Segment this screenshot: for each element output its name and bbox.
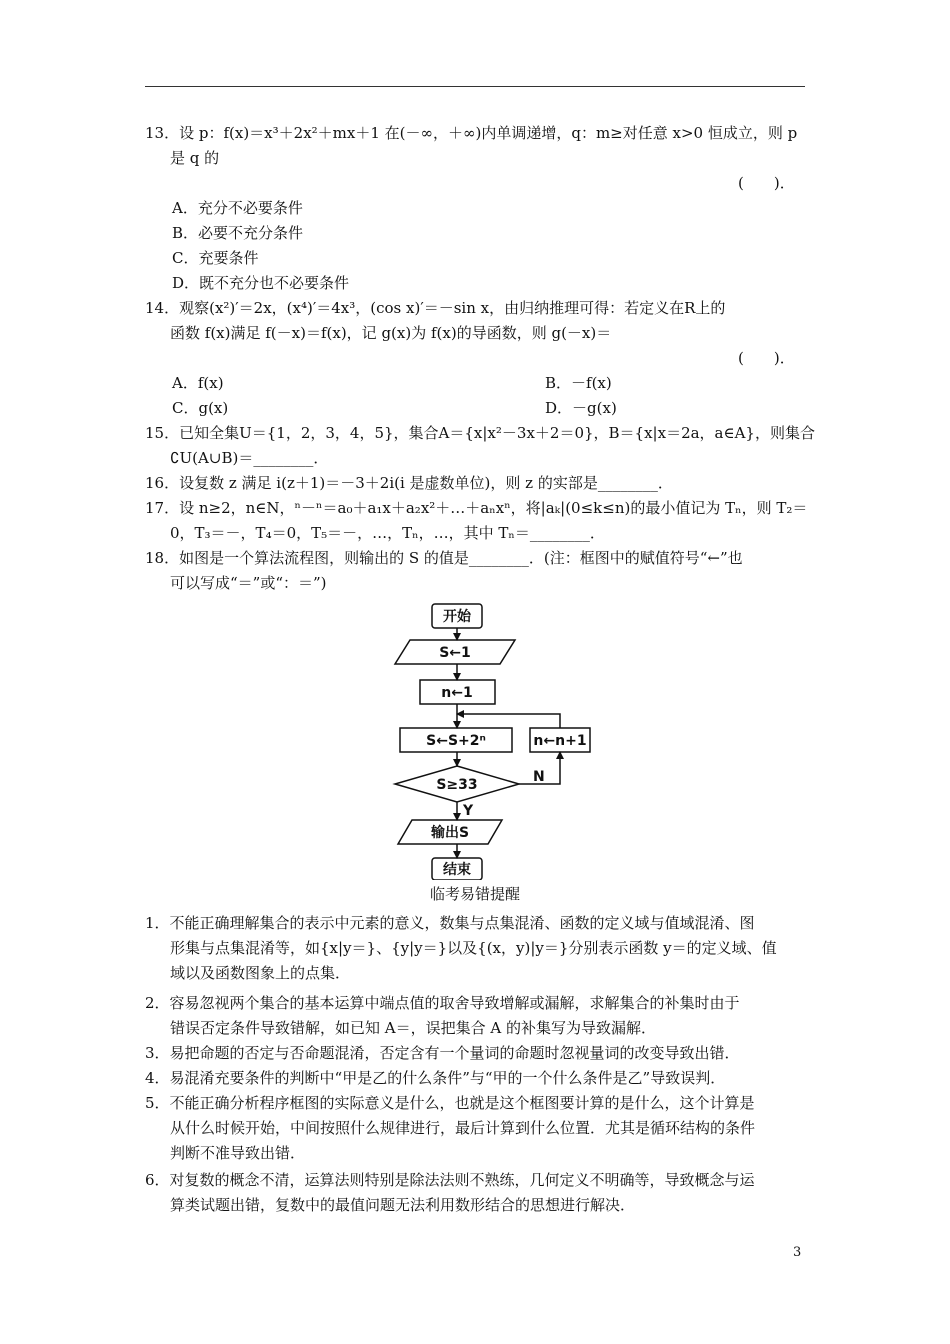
flow-output-label: 输出S [430, 825, 470, 841]
reminders-title: 临考易错提醒 [429, 885, 520, 903]
q14-stem-line2: 函数 f(x)满足 f(－x)＝f(x)，记 g(x)为 f(x)的导函数，则 g(－x)＝ [170, 324, 612, 342]
q14-answer-paren: ( )． [738, 349, 795, 367]
flow-no-label: N [533, 769, 545, 785]
q17-stem-line1: 17．设 n≥2，n∈N，ⁿ－ⁿ＝a₀＋a₁x＋a₂x²＋…＋aₙxⁿ，将|aₖ|(0≤k≤n)的最小值记为 Tₙ，则 T₂＝ [145, 499, 808, 517]
flow-end-label: 结束 [443, 862, 471, 878]
flow-start-label: 开始 [443, 609, 471, 625]
q13-stem-line1: 13．设 p：f(x)＝x³＋2x²＋mx＋1 在(－∞，＋∞)内单调递增，q：m≥对任意 x>0 恒成立，则 p [145, 124, 798, 142]
q13-option-c: C．充要条件 [172, 249, 259, 267]
reminder-6-line2: 算类试题出错，复数中的最值问题无法利用数形结合的思想进行解决． [170, 1196, 636, 1214]
q13-option-d: D．既不充分也不必要条件 [172, 274, 350, 292]
q15-stem-line2: ∁U(A∪B)＝________． [170, 449, 329, 467]
reminder-4: 4．易混淆充要条件的判断中“甲是乙的什么条件”与“甲的一个什么条件是乙”导致误判． [145, 1069, 726, 1087]
reminder-5-line3: 判断不准导致出错． [170, 1144, 306, 1162]
reminder-6-line1: 6．对复数的概念不清，运算法则特别是除法法则不熟练，几何定义不明确等，导致概念与运 [145, 1171, 755, 1189]
flowchart [380, 600, 620, 880]
q14-option-b: B．－f(x) [545, 374, 612, 392]
q17-stem-line2: 0，T₃＝－，T₄＝0，T₅＝－，…，Tₙ，…，其中 Tₙ＝________． [170, 524, 605, 542]
q15-stem-line1: 15．已知全集U＝{1，2，3，4，5}，集合A＝{x|x²－3x＋2＝0}，B＝{x|x＝2a，a∈A}，则集合 [145, 424, 815, 442]
reminder-1-line1: 1．不能正确理解集合的表示中元素的意义，数集与点集混淆、函数的定义域与值域混淆、图 [145, 914, 755, 932]
q14-option-a: A．f(x) [172, 374, 224, 392]
flow-s-update-label: S←S+2ⁿ [426, 733, 486, 749]
reminder-5-line1: 5．不能正确分析程序框图的实际意义是什么，也就是这个框图要计算的是什么，这个计算是 [145, 1094, 755, 1112]
flow-s-init-label: S←1 [439, 645, 471, 661]
q14-option-c: C．g(x) [172, 399, 229, 417]
header-rule [145, 86, 805, 87]
reminder-5-line2: 从什么时候开始，中间按照什么规律进行，最后计算到什么位置．尤其是循环结构的条件 [170, 1119, 756, 1137]
reminder-2-line2: 错误否定条件导致错解，如已知 A＝，误把集合 A 的补集写为导致漏解． [170, 1019, 656, 1037]
q16-stem: 16．设复数 z 满足 i(z＋1)＝－3＋2i(i 是虚数单位)，则 z 的实部是________． [145, 474, 673, 492]
flow-condition-label: S≥33 [436, 777, 478, 793]
q13-option-b: B．必要不充分条件 [172, 224, 304, 242]
q13-stem-line2: 是 q 的 [170, 149, 220, 167]
q14-option-d: D．－g(x) [545, 399, 617, 417]
page-number: 3 [793, 1245, 802, 1260]
reminder-1-line3: 域以及函数图象上的点集． [170, 964, 351, 982]
flow-n-update-label: n←n+1 [533, 733, 587, 749]
q13-option-a: A．充分不必要条件 [172, 199, 303, 217]
q14-stem-line1: 14．观察(x²)′＝2x，(x⁴)′＝4x³，(cos x)′＝－sin x，由归纳推理可得：若定义在R上的 [145, 299, 726, 317]
flow-n-init-label: n←1 [441, 685, 473, 701]
reminder-1-line2: 形集与点集混淆等，如{x|y＝}、{y|y＝}以及{(x，y)|y＝}分别表示函数 y＝的定义域、值 [170, 939, 777, 957]
reminder-2-line1: 2．容易忽视两个集合的基本运算中端点值的取舍导致增解或漏解，求解集合的补集时由于 [145, 994, 740, 1012]
q18-stem-line2: 可以写成“＝”或“：＝”) [170, 574, 327, 592]
flow-yes-label: Y [463, 803, 474, 819]
q18-stem-line1: 18．如图是一个算法流程图，则输出的 S 的值是________．(注：框图中的赋值符号“←”也 [145, 549, 743, 567]
q13-answer-paren: ( )． [738, 174, 795, 192]
reminder-3: 3．易把命题的否定与否命题混淆，否定含有一个量词的命题时忽视量词的改变导致出错． [145, 1044, 740, 1062]
